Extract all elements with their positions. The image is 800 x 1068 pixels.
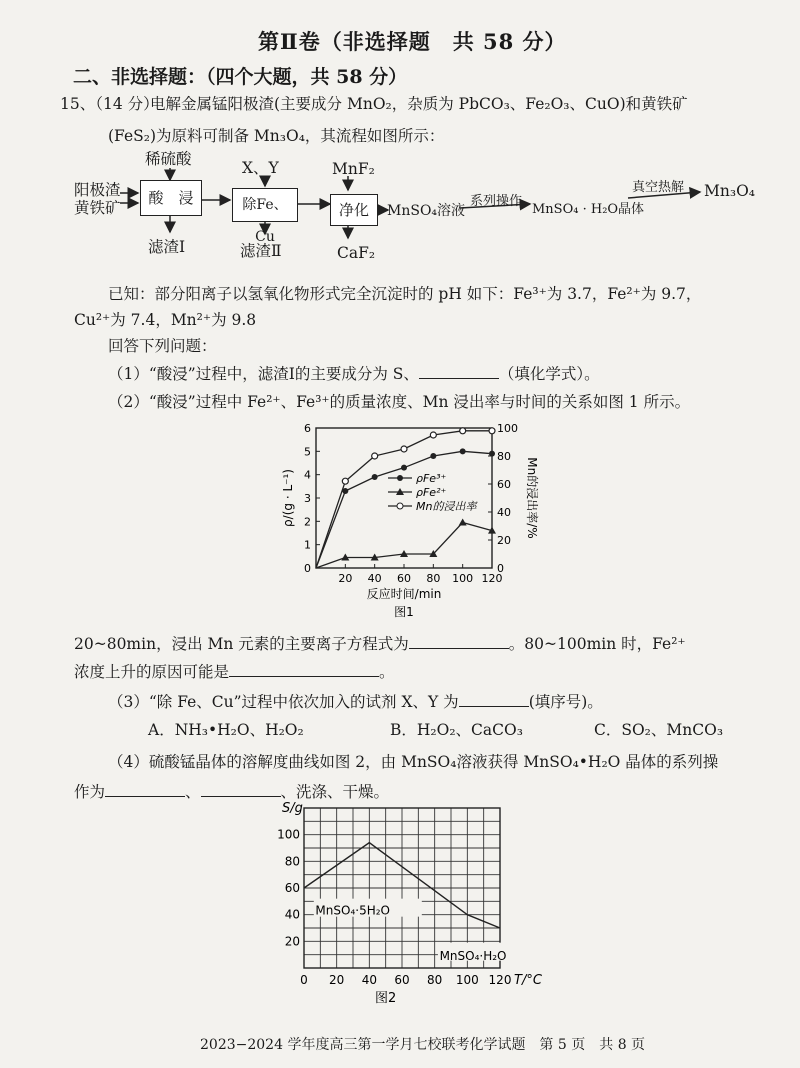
- part-2-question-2: [74, 660, 395, 682]
- fig2-x-tick-label: 20: [329, 973, 345, 987]
- fig2-y-axis-label: S/g: [282, 801, 303, 816]
- fig2-x-tick-label: 60: [394, 973, 410, 987]
- fig1-x-tick-label: 20: [338, 572, 353, 585]
- option-c: C．SO₂、MnCO₃: [594, 721, 724, 739]
- flow-reagent-dilute-sulfuric: 稀硫酸: [145, 150, 192, 168]
- flow-step-purify: 净化: [330, 194, 378, 226]
- fig2-label-pentahydrate: MnSO₄·5H₂O: [315, 903, 390, 918]
- flow-op-vacuum-pyrolysis: 真空热解: [632, 180, 685, 195]
- flow-residue-2: 滤渣Ⅱ: [240, 242, 282, 260]
- fig1-title: 图1: [394, 605, 414, 619]
- part-4-answer-blank-1[interactable]: [105, 796, 185, 797]
- fig1-point-fe3: [489, 451, 495, 457]
- figure-1-chart: [270, 418, 560, 628]
- part-2-question: （2）“酸浸”过程中 Fe²⁺、Fe³⁺的质量浓度、Mn 浸出率与时间的关系如图 1 所示。: [108, 393, 691, 411]
- section-title: 二、非选择题：（四个大题，共 58 分）: [73, 66, 408, 88]
- flow-reagent-xy: X、Y: [242, 159, 279, 177]
- flow-op-series: 系列操作: [470, 194, 523, 209]
- part-2-q2-text-b: 。: [379, 663, 395, 681]
- fig2-y-tick-label: 60: [284, 881, 300, 895]
- part-1-answer-blank[interactable]: [419, 378, 499, 379]
- fig1-y-tick-label: 4: [304, 468, 311, 482]
- part-4-answer-blank-2[interactable]: [201, 796, 281, 797]
- part-title: 第Ⅱ卷（非选择题 共 58 分）: [258, 29, 567, 54]
- part-2-q1-text-a: 20~80min，浸出 Mn 元素的主要离子方程式为: [74, 635, 409, 653]
- part-1-text-a: （1）“酸浸”过程中，滤渣Ⅰ的主要成分为 S、: [108, 365, 419, 383]
- flow-input-anode-slag: 阳极渣: [74, 181, 121, 199]
- fig1-y-tick-label: 1: [304, 538, 311, 552]
- fig2-y-tick-label: 40: [284, 907, 300, 922]
- part-4-text-c: 、洗涤、干燥。: [280, 783, 390, 801]
- part-2-q1-answer-blank[interactable]: [409, 648, 509, 649]
- fig2-label-monohydrate: MnSO₄·H₂O: [439, 949, 507, 963]
- fig1-point-fe3: [430, 453, 436, 459]
- fig1-point-fe2: [459, 519, 467, 526]
- fig1-legend-label: ρFe³⁺: [416, 472, 447, 485]
- fig1-point-fe3: [372, 474, 378, 480]
- part-3-question: [108, 690, 603, 712]
- fig1-x-tick-label: 100: [452, 572, 474, 585]
- fig2-y-tick-label: 100: [277, 827, 300, 842]
- fig1-x-tick-label: 60: [397, 572, 411, 585]
- part-2-q2-text-a: 浓度上升的原因可能是: [74, 663, 230, 681]
- fig1-legend-marker: [397, 475, 403, 481]
- intro-line-1: 电解金属锰阳极渣(主要成分 MnO₂，杂质为 PbCO₃、Fe₂O₃、CuO)和黄铁矿: [150, 95, 688, 113]
- fig1-legend-label: ρFe²⁺: [416, 486, 447, 499]
- fig1-point-mn: [460, 428, 466, 434]
- fig1-point-mn: [401, 446, 407, 452]
- part-1-question: [108, 362, 600, 384]
- part-4-separator: 、: [185, 783, 201, 801]
- fig1-y2-tick-label: 60: [497, 478, 511, 491]
- known-line-1: 已知：部分阳离子以氢氧化物形式完全沉淀时的 pH 如下：Fe³⁺为 3.7，Fe²⁺为 9.7，: [108, 285, 702, 303]
- fig1-point-mn: [430, 432, 436, 438]
- flow-step-acid-leach: 酸 浸: [140, 180, 202, 216]
- part-3-text-a: （3）“除 Fe、Cu”过程中依次加入的试剂 X、Y 为: [108, 693, 459, 711]
- page-footer: 2023−2024 学年度高三第一学月七校联考化学试题 第 5 页 共 8 页: [200, 1037, 646, 1053]
- flow-step-remove-fe-cu: 除Fe、Cu: [232, 188, 298, 222]
- fig1-y2-tick-label: 100: [497, 422, 518, 435]
- known-line-2: Cu²⁺为 7.4，Mn²⁺为 9.8: [74, 311, 257, 329]
- fig1-y-tick-label: 6: [304, 422, 311, 435]
- part-4-question: （4）硫酸锰晶体的溶解度曲线如图 2，由 MnSO₄溶液获得 MnSO₄•H₂O 晶体的系列操: [108, 753, 719, 771]
- fig1-y-tick-label: 5: [304, 445, 311, 459]
- fig2-x-axis-label: T/°C: [514, 973, 542, 988]
- flow-residue-1: 滤渣Ⅰ: [148, 238, 186, 256]
- fig1-point-mn: [342, 478, 348, 484]
- fig1-point-mn: [489, 428, 495, 434]
- fig1-x-tick-label: 120: [481, 572, 503, 585]
- fig1-y2-tick-label: 40: [497, 506, 511, 519]
- fig2-x-tick-label: 80: [427, 973, 443, 987]
- fig2-x-tick-label: 0: [300, 973, 308, 987]
- flow-reagent-mnf2: MnF₂: [332, 160, 375, 178]
- fig1-legend-label: Mn的浸出率: [416, 500, 477, 513]
- flow-product-crystal: MnSO₄ · H₂O晶体: [532, 202, 645, 217]
- fig2-y-tick-label: 20: [284, 934, 300, 949]
- fig2-y-tick-label: 80: [284, 854, 300, 869]
- option-b: B．H₂O₂、CaCO₃: [390, 721, 523, 739]
- fig1-legend-marker: [397, 503, 403, 509]
- part-4-text-b: 作为: [74, 783, 106, 801]
- flow-product-mnso4-solution: MnSO₄溶液: [387, 203, 466, 219]
- fig1-y-axis-label: ρ/(g · L⁻¹): [281, 469, 295, 527]
- part-2-q2-answer-blank[interactable]: [229, 676, 379, 677]
- answer-prompt: 回答下列问题：: [108, 337, 217, 355]
- fig2-x-tick-label: 40: [361, 973, 377, 987]
- fig1-y2-tick-label: 20: [497, 534, 511, 547]
- fig1-y-tick-label: 2: [304, 515, 311, 529]
- fig1-series-line-1: [316, 523, 492, 569]
- part-1-text-b: （填化学式）。: [498, 365, 600, 383]
- fig2-x-tick-label: 100: [455, 973, 479, 987]
- fig1-y2-tick-label: 0: [497, 562, 504, 575]
- fig2-x-tick-label: 120: [488, 973, 512, 987]
- part-3-answer-blank[interactable]: [459, 706, 529, 707]
- fig1-point-fe3: [401, 465, 407, 471]
- fig1-point-fe3: [460, 448, 466, 454]
- fig1-y-tick-label: 3: [304, 492, 311, 505]
- flow-input-pyrite: 黄铁矿: [74, 199, 121, 217]
- part-2-question-1: [74, 632, 686, 654]
- fig1-x-axis-label: 反应时间/min: [366, 587, 442, 601]
- intro-line-2: (FeS₂)为原料可制备 Mn₃O₄，其流程如图所示：: [108, 127, 445, 145]
- fig1-point-mn: [372, 453, 378, 459]
- fig1-y2-tick-label: 80: [497, 450, 511, 463]
- question-number: 15、（14 分）: [60, 95, 159, 113]
- fig1-x-tick-label: 40: [367, 572, 382, 585]
- part-2-q1-text-b: 。80~100min 时，Fe²⁺: [508, 635, 686, 653]
- fig1-y-tick-label: 0: [304, 562, 311, 575]
- figure-2-chart: [270, 796, 570, 1026]
- fig2-title: 图2: [375, 991, 397, 1006]
- flow-product-mn3o4: Mn₃O₄: [704, 182, 755, 200]
- fig1-y2-axis-label: Mn的浸出率/%: [525, 457, 539, 539]
- fig1-x-tick-label: 80: [426, 572, 441, 585]
- option-a: A．NH₃•H₂O、H₂O₂: [148, 721, 304, 739]
- flow-residue-caf2: CaF₂: [337, 244, 376, 262]
- part-3-text-b: (填序号)。: [528, 693, 603, 711]
